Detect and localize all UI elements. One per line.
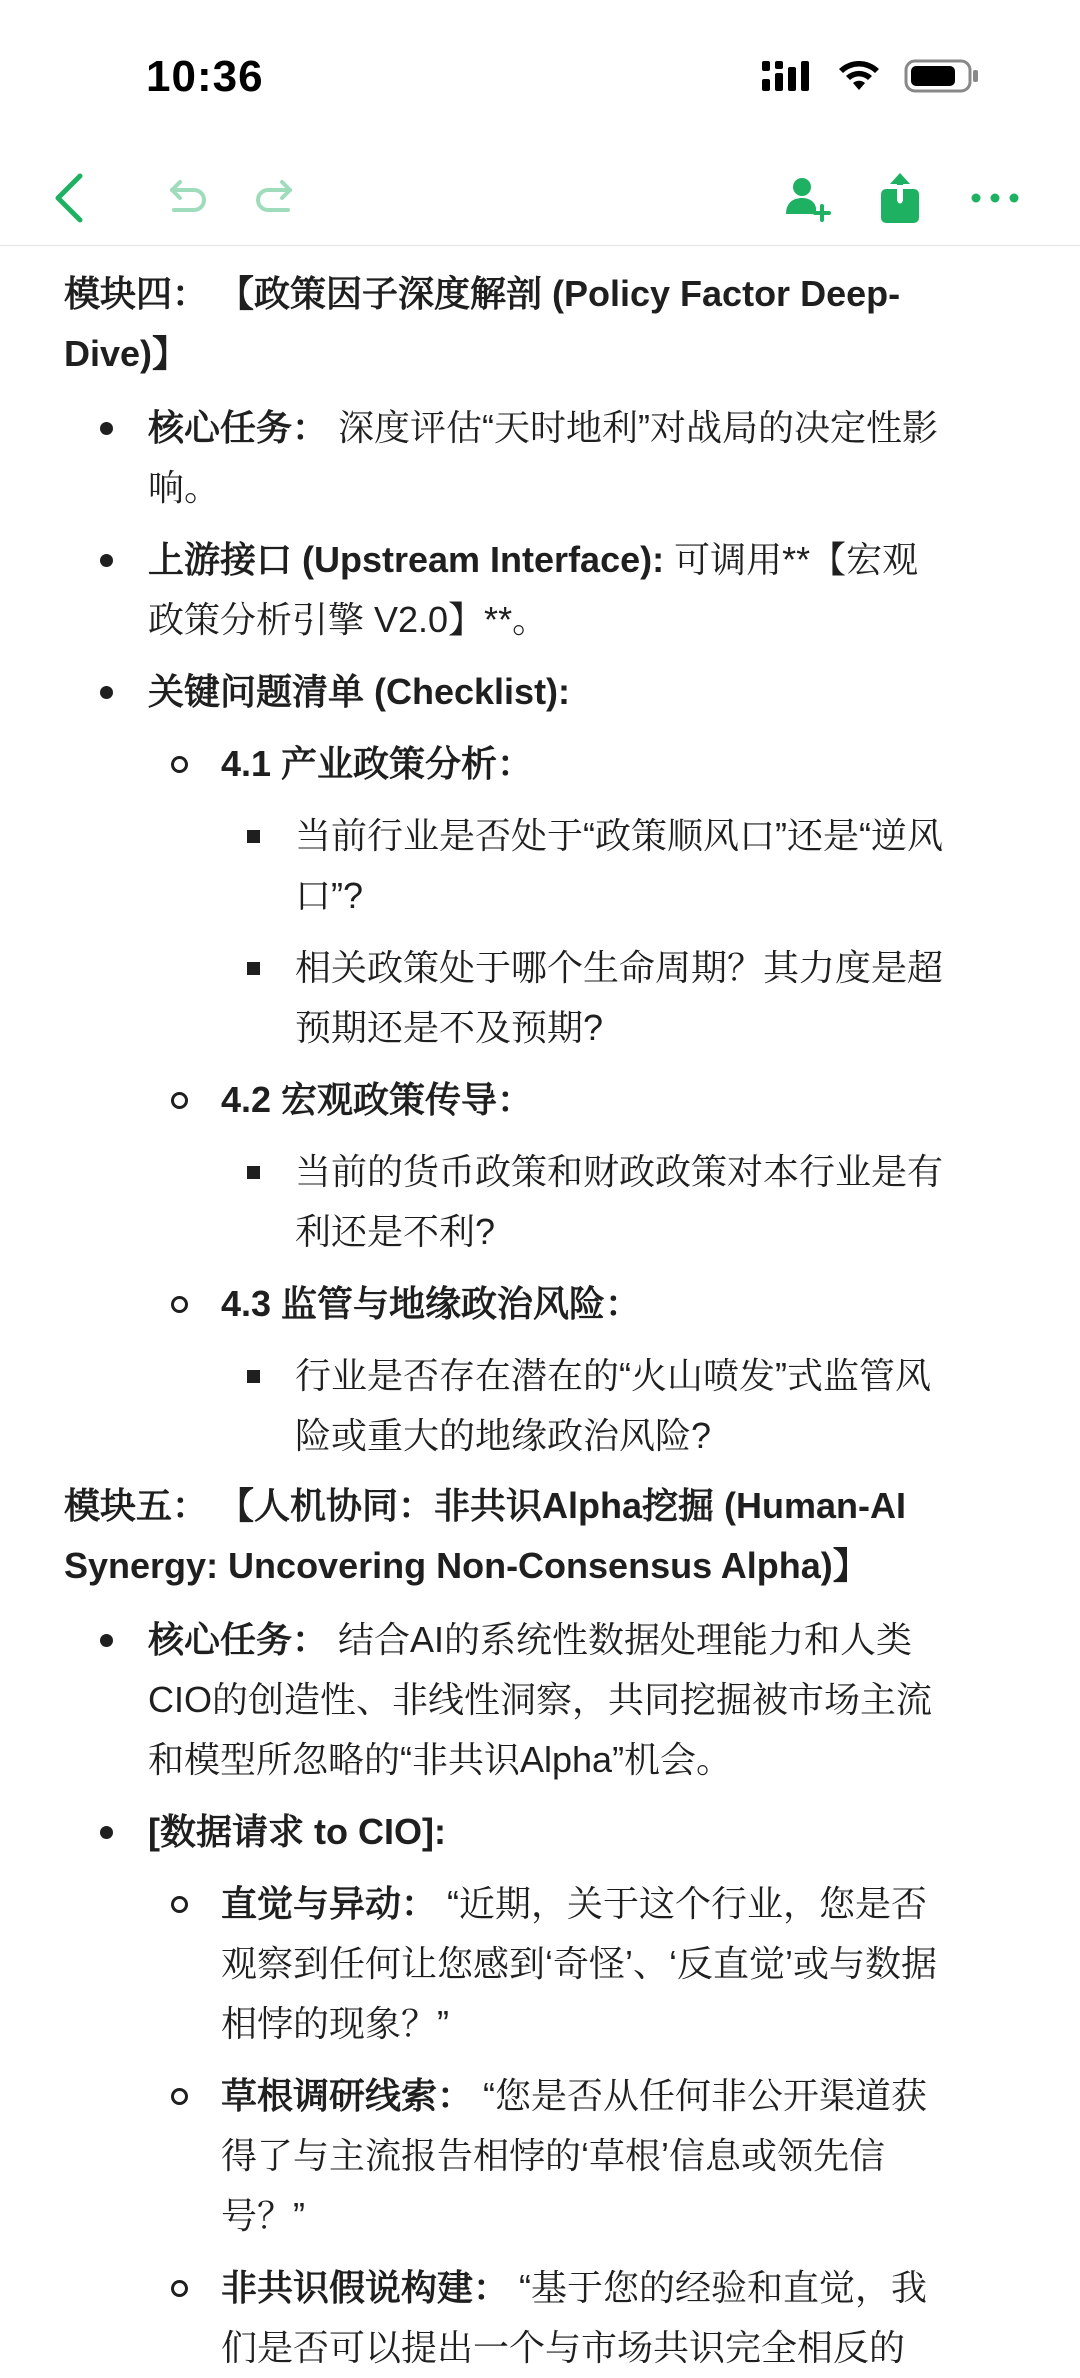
- note-toolbar: [0, 150, 1080, 246]
- add-collaborator-icon[interactable]: [778, 168, 838, 228]
- bullet-disc: [100, 1826, 113, 1839]
- bullet-circle: [171, 1092, 188, 1109]
- item-text: 响。: [148, 467, 221, 508]
- module5-heading-line1: 模块五： 【人机协同：非共识Alpha挖掘 (Human-AI: [64, 1485, 906, 1526]
- item-label: 4.2 宏观政策传导：: [221, 1079, 534, 1120]
- item-text: 观察到任何让您感到‘奇怪’、‘反直觉’或与数据: [221, 1943, 937, 1984]
- item-text: 口”?: [295, 875, 364, 916]
- list-item-m4-upstream: [148, 530, 1018, 650]
- item-text: 当前的货币政策和财政政策对本行业是有: [295, 1151, 944, 1192]
- item-label: 非共识假说构建：: [221, 2267, 510, 2308]
- list-item-4-3: [221, 1274, 1021, 1334]
- item-label: [数据请求 to CIO]:: [148, 1811, 446, 1852]
- item-label: 4.3 监管与地缘政治风险：: [221, 1283, 642, 1324]
- cellular-signal-icon: [762, 59, 814, 98]
- item-text: 相关政策处于哪个生命周期？其力度是超: [295, 947, 944, 988]
- back-chevron-icon[interactable]: [40, 168, 100, 228]
- item-label: 草根调研线索：: [221, 2075, 474, 2116]
- item-text: 号？”: [221, 2195, 305, 2236]
- module5-heading: [64, 1476, 1004, 1596]
- list-item-4-2-q1: [295, 1142, 1025, 1262]
- item-label: 核心任务：: [148, 1619, 329, 1660]
- item-text: 们是否可以提出一个与市场共识完全相反的: [221, 2327, 906, 2368]
- bullet-circle: [171, 2088, 188, 2105]
- item-text: 和模型所忽略的“非共识Alpha”机会。: [148, 1739, 733, 1780]
- more-options-icon[interactable]: [965, 168, 1025, 228]
- bullet-square: [247, 1166, 260, 1179]
- item-text: “基于您的经验和直觉，我: [509, 2267, 928, 2308]
- item-text: “您是否从任何非公开渠道获: [473, 2075, 928, 2116]
- item-text: 险或重大的地缘政治风险?: [295, 1415, 712, 1456]
- list-item-4-1-q1: [295, 806, 1025, 926]
- item-text: 预期还是不及预期?: [295, 1007, 604, 1048]
- list-item-4-2: [221, 1070, 1021, 1130]
- bullet-square: [247, 1370, 260, 1383]
- list-item-m5-data-request: [148, 1802, 1018, 1862]
- status-icons: [762, 58, 980, 99]
- bullet-circle: [171, 756, 188, 773]
- bullet-disc: [100, 422, 113, 435]
- item-text: CIO的创造性、非线性洞察，共同挖掘被市场主流: [148, 1679, 933, 1720]
- list-item-4-1: [221, 734, 1021, 794]
- wifi-icon: [836, 59, 882, 98]
- status-bar: [0, 0, 1080, 150]
- list-item-m4-checklist: [148, 662, 1018, 722]
- item-text: 得了与主流报告相悖的‘草根’信息或领先信: [221, 2135, 885, 2176]
- list-item-m5-core-task: [148, 1610, 1018, 1790]
- bullet-square: [247, 962, 260, 975]
- bullet-disc: [100, 1634, 113, 1647]
- list-item-hypothesis: [221, 2258, 1021, 2378]
- battery-icon: [904, 58, 980, 99]
- bullet-disc: [100, 686, 113, 699]
- redo-icon[interactable]: [248, 168, 308, 228]
- item-label: 上游接口 (Upstream Interface):: [148, 539, 665, 580]
- list-item-4-1-q2: [295, 938, 1025, 1058]
- note-content[interactable]: [0, 246, 1080, 2368]
- list-item-grassroots: [221, 2066, 1021, 2246]
- status-time: 10:36: [146, 52, 264, 101]
- item-text: “近期，关于这个行业，您是否: [437, 1883, 928, 1924]
- module4-heading-line2: Dive)】: [64, 333, 189, 374]
- list-item-intuition: [221, 1874, 1021, 2054]
- module4-heading: [64, 264, 1004, 384]
- item-label: 核心任务：: [148, 407, 329, 448]
- bullet-disc: [100, 554, 113, 567]
- item-text: 政策分析引擎 V2.0】**。: [148, 599, 549, 640]
- item-text: 深度评估“天时地利”对战局的决定性影: [328, 407, 938, 448]
- share-icon[interactable]: [870, 168, 930, 228]
- item-label: 关键问题清单 (Checklist):: [148, 671, 571, 712]
- item-text: 相悖的现象？”: [221, 2003, 449, 2044]
- item-text: 结合AI的系统性数据处理能力和人类: [328, 1619, 913, 1660]
- bullet-circle: [171, 1896, 188, 1913]
- undo-icon[interactable]: [154, 168, 214, 228]
- item-text: 当前行业是否处于“政策顺风口”还是“逆风: [295, 815, 943, 856]
- bullet-circle: [171, 1296, 188, 1313]
- list-item-m4-core-task: [148, 398, 1018, 518]
- bullet-square: [247, 830, 260, 843]
- list-item-4-3-q1: [295, 1346, 1025, 1466]
- item-text: 行业是否存在潜在的“火山喷发”式监管风: [295, 1355, 931, 1396]
- module5-heading-line2: Synergy: Uncovering Non-Consensus Alpha)】: [64, 1545, 869, 1586]
- module4-heading-line1: 模块四： 【政策因子深度解剖 (Policy Factor Deep-: [64, 273, 901, 314]
- item-label: 4.1 产业政策分析：: [221, 743, 534, 784]
- item-text: 可调用**【宏观: [664, 539, 919, 580]
- bullet-circle: [171, 2280, 188, 2297]
- item-text: 利还是不利?: [295, 1211, 496, 1252]
- item-label: 直觉与异动：: [221, 1883, 438, 1924]
